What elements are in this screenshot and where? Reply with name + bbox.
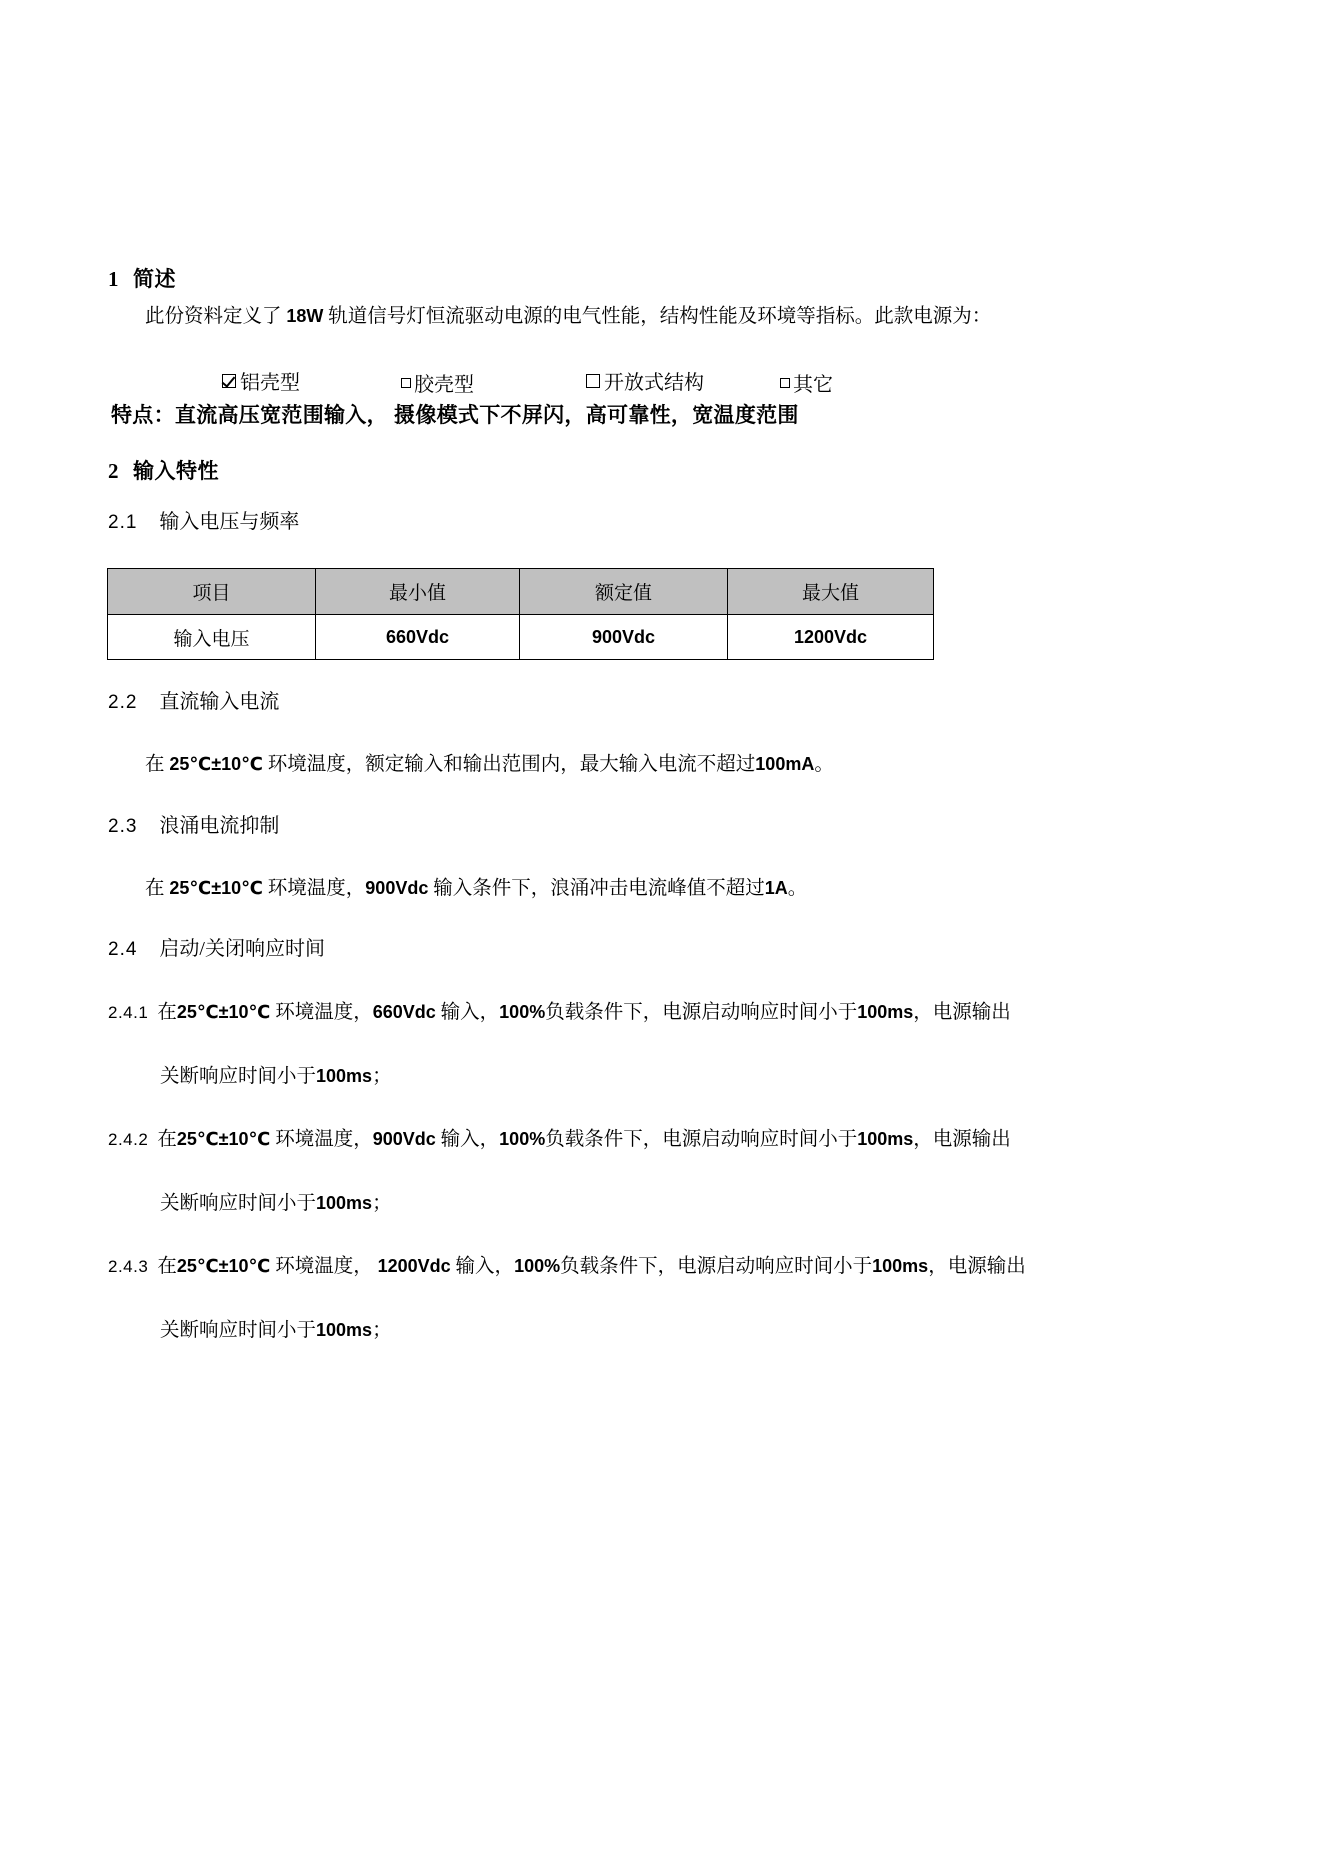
text-mid-1: 环境温度， — [270, 1129, 373, 1150]
body-middle-1: 环境温度， — [262, 878, 366, 899]
text-pre: 在 — [157, 1002, 177, 1023]
load-value: 100% — [499, 1129, 546, 1149]
input-voltage-table — [107, 568, 934, 660]
checkbox-unchecked-icon[interactable] — [401, 378, 411, 388]
option-label-0: 铝壳型 — [240, 372, 300, 394]
option-plastic-shell[interactable] — [401, 368, 586, 397]
body-prefix: 在 — [145, 754, 170, 775]
page-content — [108, 0, 1215, 1871]
text-tail: ，电源输出 — [913, 1002, 1011, 1023]
text-mid-3: 负载条件下，电源启动响应时间小于 — [545, 1129, 858, 1150]
section-1-title: 简述 — [133, 268, 176, 291]
section-2-4-2-line-1 — [108, 1123, 1011, 1151]
text-tail: ，电源输出 — [913, 1129, 1011, 1150]
voltage-value: 1200Vdc — [377, 1256, 451, 1276]
temperature-value: 25℃±10℃ — [176, 1129, 271, 1149]
shutdown-time-value: 100ms — [316, 1193, 373, 1213]
section-2-1-title: 输入电压与频率 — [159, 511, 300, 533]
table-cell-max: 1200Vdc — [728, 615, 934, 660]
section-2-2-title: 直流输入电流 — [159, 691, 280, 713]
checkbox-checked-icon[interactable] — [222, 374, 236, 388]
temperature-value: 25℃±10℃ — [176, 1256, 271, 1276]
section-2-number: 2 — [108, 459, 119, 483]
intro-prefix: 此份资料定义了 — [145, 306, 287, 327]
text-mid-3: 负载条件下，电源启动响应时间小于 — [545, 1002, 858, 1023]
heading-section-2-3 — [108, 809, 279, 838]
shutdown-time-value: 100ms — [316, 1066, 373, 1086]
body-middle-2: 输入条件下，浪涌冲击电流峰值不超过 — [428, 878, 765, 899]
body-suffix: 。 — [787, 878, 808, 899]
section-2-3-body — [145, 872, 807, 900]
body-prefix: 在 — [145, 878, 170, 899]
option-open-frame[interactable] — [586, 366, 780, 395]
text-mid-3: 负载条件下，电源启动响应时间小于 — [560, 1256, 873, 1277]
table-header-cell: 最小值 — [316, 569, 520, 615]
temperature-value: 25℃±10℃ — [169, 754, 263, 774]
text-pre: 在 — [157, 1256, 177, 1277]
shutdown-text: 关断响应时间小于 — [160, 1066, 317, 1087]
current-value: 100mA — [755, 754, 815, 774]
shutdown-text: 关断响应时间小于 — [160, 1320, 317, 1341]
section-2-2-number: 2.2 — [108, 692, 138, 713]
load-value: 100% — [514, 1256, 561, 1276]
section-2-3-number: 2.3 — [108, 816, 138, 837]
option-other[interactable] — [780, 368, 833, 397]
body-middle: 环境温度，额定输入和输出范围内，最大输入电流不超过 — [262, 754, 756, 775]
option-label-2: 开放式结构 — [604, 372, 704, 394]
heading-section-1 — [108, 263, 176, 293]
section-2-title: 输入特性 — [133, 460, 219, 483]
section-2-2-body — [145, 748, 834, 776]
section-2-4-1-number: 2.4.1 — [108, 1003, 149, 1022]
voltage-value: 900Vdc — [365, 878, 429, 898]
shutdown-suffix: ； — [372, 1193, 392, 1214]
option-label-3: 其它 — [793, 374, 833, 396]
load-value: 100% — [499, 1002, 546, 1022]
startup-time-value: 100ms — [872, 1256, 929, 1276]
body-suffix: 。 — [814, 754, 834, 775]
text-mid-2: 输入， — [450, 1256, 515, 1277]
heading-section-2-2 — [108, 685, 279, 714]
option-label-1: 胶壳型 — [414, 374, 474, 396]
text-mid-1: 环境温度， — [270, 1002, 373, 1023]
voltage-value: 900Vdc — [372, 1129, 436, 1149]
table-header-cell: 额定值 — [520, 569, 728, 615]
intro-suffix: 轨道信号灯恒流驱动电源的电气性能，结构性能及环境等指标。此款电源为： — [323, 306, 992, 327]
section-2-4-1-line-2 — [160, 1060, 392, 1088]
section-2-1-number: 2.1 — [108, 512, 138, 533]
checkbox-unchecked-icon[interactable] — [586, 374, 600, 388]
heading-section-2-1 — [108, 505, 299, 534]
section-1-number: 1 — [108, 267, 119, 291]
housing-type-options — [222, 366, 833, 397]
heading-section-2 — [108, 455, 219, 485]
voltage-value: 660Vdc — [372, 1002, 436, 1022]
section-2-4-title: 启动/关闭响应时间 — [159, 938, 325, 960]
table-header-cell: 最大值 — [728, 569, 934, 615]
checkbox-unchecked-icon[interactable] — [780, 378, 790, 388]
text-tail: ，电源输出 — [928, 1256, 1026, 1277]
table-header-cell: 项目 — [108, 569, 316, 615]
table-cell-item: 输入电压 — [108, 615, 316, 660]
heading-section-2-4 — [108, 932, 325, 961]
table-cell-nominal: 900Vdc — [520, 615, 728, 660]
text-mid-2: 输入， — [435, 1129, 500, 1150]
shutdown-time-value: 100ms — [316, 1320, 373, 1340]
features-line: 特点：直流高压宽范围输入， 摄像模式下不屏闪，高可靠性，宽温度范围 — [111, 404, 799, 427]
section-2-4-3-number: 2.4.3 — [108, 1257, 149, 1276]
startup-time-value: 100ms — [857, 1129, 914, 1149]
shutdown-text: 关断响应时间小于 — [160, 1193, 317, 1214]
section-2-4-3-line-2 — [160, 1314, 392, 1342]
table-header-row — [108, 569, 934, 615]
shutdown-suffix: ； — [372, 1066, 392, 1087]
section-2-4-number: 2.4 — [108, 939, 138, 960]
temperature-value: 25℃±10℃ — [169, 878, 263, 898]
text-pre: 在 — [157, 1129, 177, 1150]
section-2-4-1-line-1 — [108, 996, 1011, 1024]
section-2-3-title: 浪涌电流抑制 — [159, 815, 280, 837]
shutdown-suffix: ； — [372, 1320, 392, 1341]
section-2-4-2-line-2 — [160, 1187, 392, 1215]
temperature-value: 25℃±10℃ — [176, 1002, 271, 1022]
section-2-4-3-line-1 — [108, 1250, 1026, 1278]
surge-current-value: 1A — [764, 878, 788, 898]
section-2-4-2-number: 2.4.2 — [108, 1130, 149, 1149]
section-1-intro-paragraph — [145, 300, 991, 328]
table-row — [108, 615, 934, 660]
text-mid-2: 输入， — [435, 1002, 500, 1023]
option-aluminum-shell[interactable] — [222, 366, 401, 395]
table-cell-min: 660Vdc — [316, 615, 520, 660]
intro-power-rating: 18W — [286, 306, 324, 326]
startup-time-value: 100ms — [857, 1002, 914, 1022]
text-mid-1: 环境温度， — [270, 1256, 378, 1277]
